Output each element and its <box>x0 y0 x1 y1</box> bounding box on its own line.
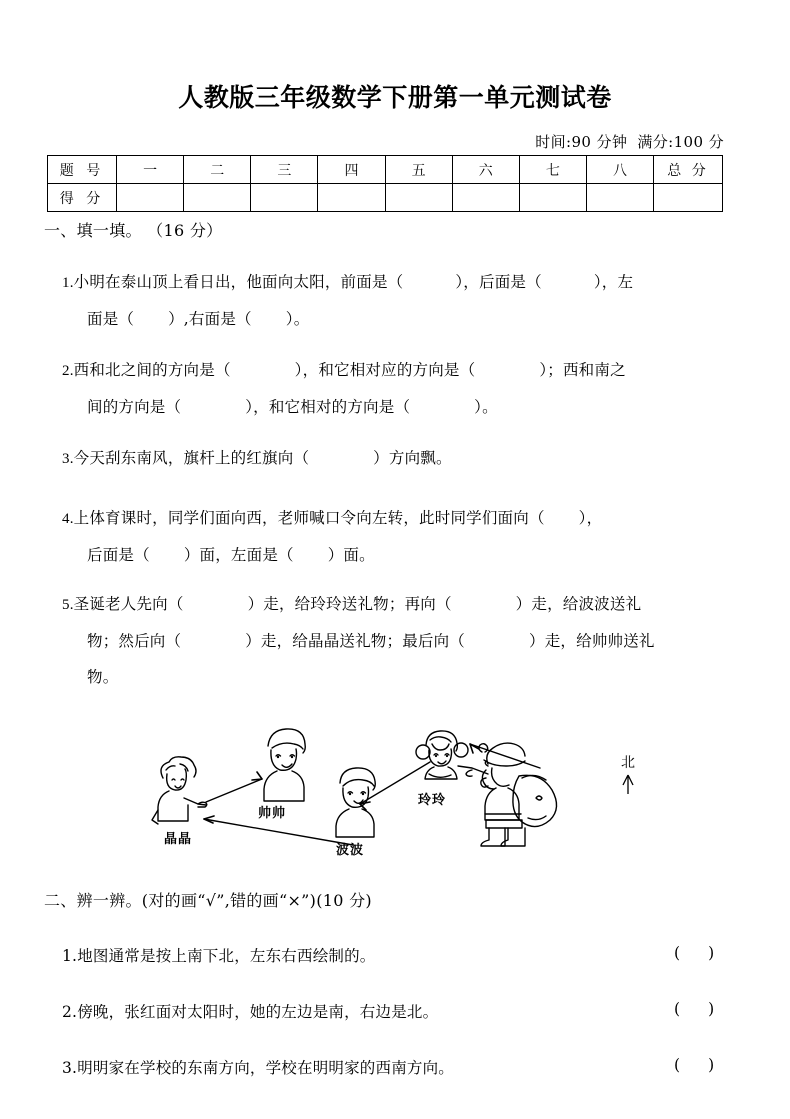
tf-item-1-text: 地图通常是按上南下北，左东右西绘制的。 <box>77 947 376 965</box>
question-5-number: 5. <box>62 597 74 613</box>
illustration-christmas-directions <box>140 722 650 877</box>
question-1-number: 1. <box>62 275 74 291</box>
tf-item-2-text: 傍晚，张红面对太阳时，她的左边是南，右边是北。 <box>77 1003 439 1021</box>
north-compass-marker <box>608 756 648 795</box>
tf-item-2 <box>62 1000 762 1022</box>
question-5 <box>62 586 752 695</box>
column-header-4: 四 <box>318 156 385 184</box>
column-header-7: 七 <box>519 156 586 184</box>
score-cell-1[interactable] <box>117 184 184 212</box>
question-3-text-a: 今天刮东南风，旗杆上的红旗向（ <box>73 449 310 467</box>
score-cell-3[interactable] <box>251 184 318 212</box>
figure-label-jingjing: 晶晶 <box>164 832 193 847</box>
north-label: 北 <box>621 755 635 771</box>
question-5-text-a: 圣诞老人先向（ <box>73 595 184 613</box>
score-cell-5[interactable] <box>385 184 452 212</box>
question-1-text-c: ），左 <box>593 273 634 291</box>
question-4-text-b: ）， <box>578 509 603 527</box>
column-header-3: 三 <box>251 156 318 184</box>
exam-fullscore-label: 满分:100 分 <box>637 133 724 151</box>
question-2 <box>62 352 752 425</box>
question-1-text-b: ），后面是（ <box>455 273 542 291</box>
question-5-line-1 <box>62 586 752 623</box>
question-1-text-e: ）,右面是（ <box>168 310 252 328</box>
column-header-6: 六 <box>452 156 519 184</box>
question-5-text-b: ）走，给玲玲送礼物；再向（ <box>247 595 452 613</box>
question-4-text-e: ）面。 <box>327 546 375 564</box>
tf-item-1 <box>62 944 762 966</box>
page-title: 人教版三年级数学下册第一单元测试卷 <box>178 83 612 112</box>
question-1-line-2 <box>62 301 752 337</box>
tf-item-3 <box>62 1056 762 1078</box>
tf-item-1-number: 1. <box>62 947 78 965</box>
illustration-svg <box>140 722 650 877</box>
figure-label-linglng: 玲玲 <box>418 793 447 808</box>
tf-item-1-answer-box[interactable]: ( ) <box>674 944 715 962</box>
section-heading-true-false: 二、辨一辨。(对的画“√”,错的画“×”)(10 分) <box>44 891 372 910</box>
question-2-text-b: ），和它相对应的方向是（ <box>294 361 476 379</box>
question-2-line-1 <box>62 352 752 389</box>
score-cell-6[interactable] <box>452 184 519 212</box>
question-2-text-a: 西和北之间的方向是（ <box>73 361 231 379</box>
figure-santa <box>458 743 557 846</box>
figure-shuaishuai <box>264 729 305 801</box>
column-header-5: 五 <box>385 156 452 184</box>
tf-item-2-answer-box[interactable]: ( ) <box>674 1000 715 1018</box>
question-5-text-c: ）走，给波波送礼 <box>515 595 642 613</box>
row-header-score: 得 分 <box>48 184 117 212</box>
score-cell-4[interactable] <box>318 184 385 212</box>
score-cell-total[interactable] <box>654 184 723 212</box>
question-2-number: 2. <box>62 363 74 379</box>
row-header-question-no: 题 号 <box>48 156 117 184</box>
question-2-text-e: ），和它相对的方向是（ <box>245 398 411 416</box>
question-1-text-a: 小明在泰山顶上看日出，他面向太阳，前面是（ <box>73 273 404 291</box>
question-4-line-1 <box>62 500 752 537</box>
question-5-line-3 <box>62 659 752 695</box>
table-row-scores <box>48 184 723 212</box>
question-2-text-c: ）；西和南之 <box>539 361 626 379</box>
question-4 <box>62 500 752 573</box>
question-2-text-f: ）。 <box>474 398 498 416</box>
table-row-question-numbers <box>48 156 723 184</box>
question-4-number: 4. <box>62 511 74 527</box>
score-cell-2[interactable] <box>184 184 251 212</box>
figure-label-shuaishuai: 帅帅 <box>258 806 287 821</box>
score-table <box>47 155 723 212</box>
exam-time-label: 时间:90 分钟 <box>535 133 628 151</box>
column-header-8: 八 <box>586 156 653 184</box>
figure-label-bobo: 波波 <box>336 843 365 858</box>
arrow-jingjing-to-shuaishuai <box>206 772 262 802</box>
question-5-text-d: 物；然后向（ <box>87 632 182 650</box>
question-4-text-c: 后面是（ <box>87 546 150 564</box>
figure-jingjing <box>152 757 207 824</box>
column-header-total: 总 分 <box>654 156 723 184</box>
figure-linglng <box>416 731 468 779</box>
question-2-line-2 <box>62 389 752 425</box>
question-5-line-2 <box>62 623 752 659</box>
north-arrow-icon <box>618 771 638 795</box>
question-4-text-d: ）面，左面是（ <box>183 546 294 564</box>
question-3-line-1 <box>62 440 752 477</box>
question-5-text-f: ）走，给帅帅送礼 <box>529 632 655 650</box>
question-4-text-a: 上体育课时，同学们面向西，老师喊口令向左转，此时同学们面向（ <box>73 509 545 527</box>
tf-item-2-number: 2. <box>62 1003 78 1021</box>
score-cell-7[interactable] <box>519 184 586 212</box>
question-1 <box>62 264 752 337</box>
question-3-text-b: ）方向飘。 <box>373 449 452 467</box>
exam-meta <box>535 131 724 152</box>
question-1-text-f: ）。 <box>285 310 310 328</box>
question-5-text-g: 物。 <box>87 668 119 686</box>
question-5-text-e: ）走，给晶晶送礼物；最后向（ <box>245 632 466 650</box>
question-2-text-d: 间的方向是（ <box>87 398 182 416</box>
question-3-number: 3. <box>62 451 74 467</box>
column-header-1: 一 <box>117 156 184 184</box>
question-1-line-1 <box>62 264 752 301</box>
score-cell-8[interactable] <box>586 184 653 212</box>
column-header-2: 二 <box>184 156 251 184</box>
tf-item-3-number: 3. <box>62 1059 78 1077</box>
section-heading-fill-in-blanks: 一、填一填。 （16 分） <box>44 221 223 240</box>
question-1-text-d: 面是（ <box>87 310 135 328</box>
tf-item-3-text: 明明家在学校的东南方向，学校在明明家的西南方向。 <box>77 1059 455 1077</box>
tf-item-3-answer-box[interactable]: ( ) <box>674 1056 715 1074</box>
question-4-line-2 <box>62 537 752 573</box>
question-3 <box>62 440 752 477</box>
arrow-santa-to-linglng <box>470 744 540 768</box>
